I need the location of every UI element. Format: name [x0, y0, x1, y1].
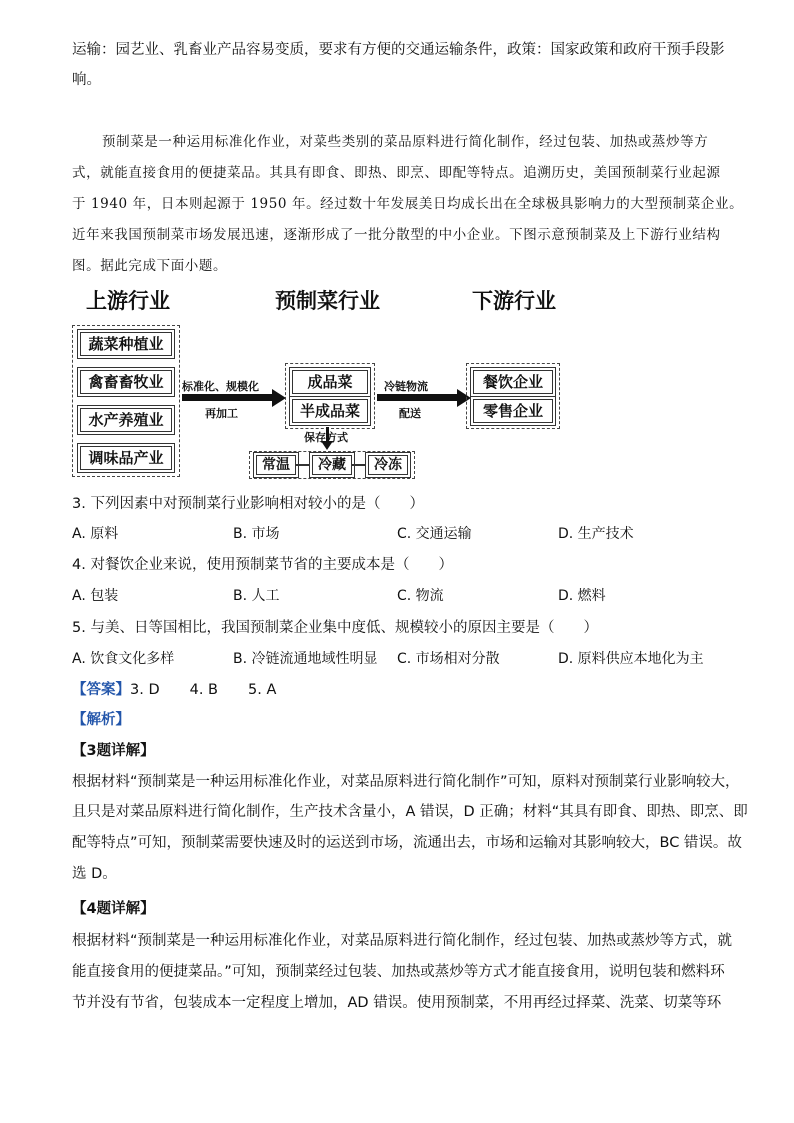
option-a: A. 饮食文化多样 [72, 651, 175, 667]
storage-label-text: 保存方式 [304, 431, 348, 444]
storage-item: 冷冻 [368, 455, 408, 475]
storage-label [304, 429, 348, 445]
upstream-item: 调味品产业 [80, 446, 172, 470]
paragraph-line: 运输：园艺业、乳畜业产品容易变质，要求有方便的交通运输条件，政策：国家政策和政府干预手段影 [72, 42, 725, 58]
detail4-line: 能直接食用的便捷菜品。”可知，预制菜经过包装、加热或蒸炒等方式才能直接食用，说明包装和燃料环 [72, 964, 725, 980]
option-b: B. 市场 [233, 526, 280, 542]
option-a: A. 包装 [72, 588, 119, 604]
storage-connector [351, 464, 367, 466]
option-c: C. 市场相对分散 [397, 651, 500, 667]
option-b: B. 人工 [233, 588, 280, 604]
upstream-title: 上游行业 [86, 288, 170, 313]
middle-title: 预制菜行业 [275, 288, 380, 313]
material-line: 图。据此完成下面小题。 [72, 258, 228, 274]
answer-3: 3. D [130, 682, 160, 698]
option-c: C. 交通运输 [397, 526, 472, 542]
middle-item: 成品菜 [292, 370, 368, 394]
material-line: 式，就能直接食用的便捷菜品。其具有即食、即热、即烹、即配等特点。追溯历史，美国预制菜行业起源 [72, 165, 721, 181]
material-line: 预制菜是一种运用标准化作业，对菜些类别的菜品原料进行简化制作，经过包装、加热或蒸炒等方 [102, 134, 709, 150]
option-d: D. 燃料 [558, 588, 606, 604]
arrow1-label-bottom: 再加工 [205, 407, 238, 420]
arrow1-label-top: 标准化、规模化 [182, 380, 259, 393]
detail4-title: 【4题详解】 [72, 901, 155, 917]
question-stem: 4. 对餐饮企业来说，使用预制菜节省的主要成本是（ ） [72, 557, 453, 573]
answer-5: 5. A [248, 682, 277, 698]
downstream-title: 下游行业 [472, 288, 556, 313]
question-stem: 3. 下列因素中对预制菜行业影响相对较小的是（ ） [72, 496, 424, 512]
detail3-title: 【3题详解】 [72, 743, 155, 759]
detail4-line: 节并没有节省，包装成本一定程度上增加，AD 错误。使用预制菜，不用再经过择菜、洗菜、切菜等环 [72, 995, 722, 1011]
option-b: B. 冷链流通地域性明显 [233, 651, 378, 667]
storage-item: 冷藏 [312, 455, 352, 475]
material-line: 近年来我国预制菜市场发展迅速，逐渐形成了一批分散型的中小企业。下图示意预制菜及上下游行业结构 [72, 227, 721, 243]
storage-connector [295, 464, 311, 466]
detail4-line: 根据材料“预制菜是一种运用标准化作业，对菜品原料进行简化制作，经过包装、加热或蒸炒等方式，就 [72, 933, 733, 949]
answer-4: 4. B [189, 682, 219, 698]
option-d: D. 生产技术 [558, 526, 634, 542]
detail3-line: 选 D。 [72, 866, 117, 882]
upstream-item: 水产养殖业 [80, 408, 172, 432]
arrow1-head [272, 389, 286, 407]
storage-item: 常温 [256, 455, 296, 475]
material-line: 于 1940 年，日本则起源于 1950 年。经过数十年发展美日均成长出在全球极具影响力的大型预制菜企业。 [72, 196, 744, 212]
downstream-item: 餐饮企业 [473, 370, 553, 394]
answer-line [72, 680, 276, 700]
middle-item: 半成品菜 [292, 399, 368, 423]
upstream-item: 禽畜畜牧业 [80, 370, 172, 394]
option-d: D. 原料供应本地化为主 [558, 651, 704, 667]
detail3-line: 根据材料“预制菜是一种运用标准化作业，对菜品原料进行简化制作”可知，原料对预制菜行业影响较大， [72, 774, 740, 790]
detail3-line: 配等特点”可知，预制菜需要快速及时的运送到市场，流通出去，市场和运输对其影响较大，BC 错误。故 [72, 835, 742, 851]
detail3-line: 且只是对菜品原料进行简化制作，生产技术含量小，A 错误，D 正确；材料“其具有即食、即热、即烹、即 [72, 804, 748, 820]
upstream-item: 蔬菜种植业 [80, 332, 172, 356]
option-c: C. 物流 [397, 588, 444, 604]
downstream-item: 零售企业 [473, 399, 553, 423]
paragraph-line: 响。 [72, 72, 101, 88]
arrow2-body [377, 394, 457, 401]
arrow2-label-bottom: 配送 [399, 407, 421, 420]
industry-structure-diagram [72, 285, 592, 480]
arrow2-label-top: 冷链物流 [384, 380, 428, 393]
answer-label: 【答案】 [72, 682, 130, 698]
arrow1-body [182, 394, 272, 401]
question-stem: 5. 与美、日等国相比，我国预制菜企业集中度低、规模较小的原因主要是（ ） [72, 620, 598, 636]
option-a: A. 原料 [72, 526, 119, 542]
analysis-label: 【解析】 [72, 712, 130, 728]
